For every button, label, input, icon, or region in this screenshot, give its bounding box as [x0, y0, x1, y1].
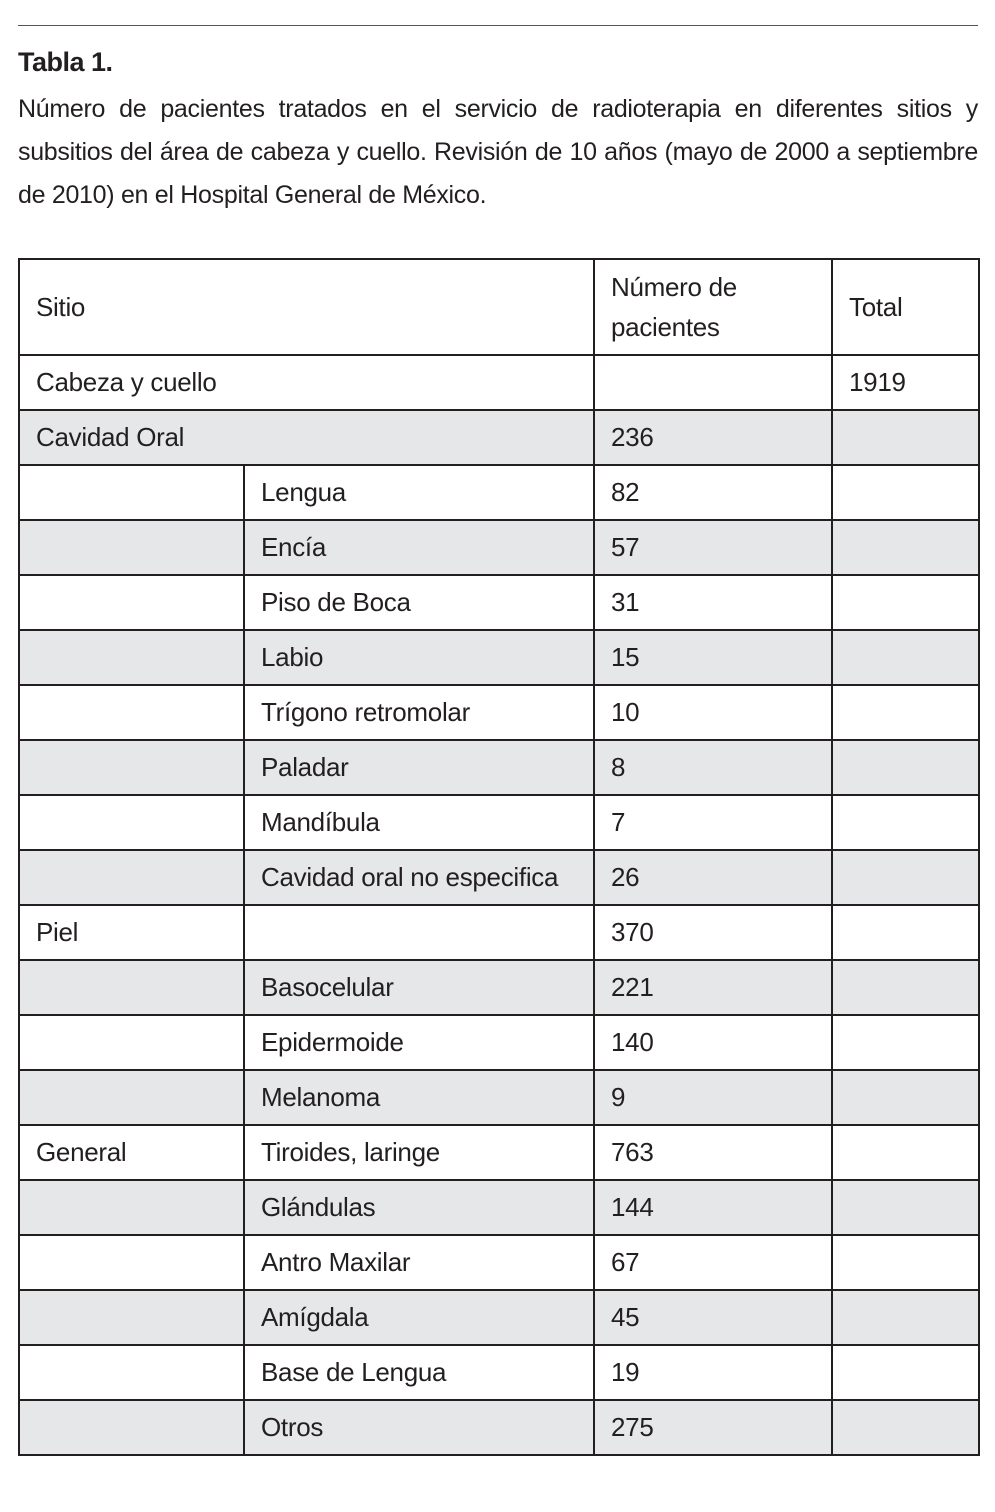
cell-total [832, 1400, 979, 1455]
cell-total: 1919 [832, 355, 979, 410]
cell-total [832, 740, 979, 795]
cell-numero-pacientes [594, 355, 832, 410]
cell-total [832, 1070, 979, 1125]
cell-subsitio: Paladar [244, 740, 594, 795]
cell-subsitio: Otros [244, 1400, 594, 1455]
cell-total [832, 575, 979, 630]
cell-sitio: Cavidad Oral [19, 410, 594, 465]
patients-table [18, 258, 980, 1456]
cell-numero-pacientes: 144 [594, 1180, 832, 1235]
cell-subsitio: Encía [244, 520, 594, 575]
cell-total [832, 1180, 979, 1235]
cell-numero-pacientes: 26 [594, 850, 832, 905]
header-numero-pacientes: Número de pacientes [594, 259, 832, 355]
cell-sitio [19, 850, 244, 905]
cell-total [832, 410, 979, 465]
cell-sitio [19, 465, 244, 520]
cell-subsitio: Tiroides, laringe [244, 1125, 594, 1180]
cell-sitio [19, 1345, 244, 1400]
cell-total [832, 905, 979, 960]
table-row [19, 1345, 979, 1400]
cell-numero-pacientes: 140 [594, 1015, 832, 1070]
cell-subsitio [244, 905, 594, 960]
cell-sitio [19, 795, 244, 850]
table-row [19, 1235, 979, 1290]
cell-subsitio: Piso de Boca [244, 575, 594, 630]
cell-sitio [19, 1070, 244, 1125]
cell-numero-pacientes: 7 [594, 795, 832, 850]
table-header-row [19, 259, 979, 355]
cell-numero-pacientes: 31 [594, 575, 832, 630]
cell-numero-pacientes: 370 [594, 905, 832, 960]
table-row [19, 740, 979, 795]
cell-numero-pacientes: 763 [594, 1125, 832, 1180]
cell-numero-pacientes: 10 [594, 685, 832, 740]
table-row [19, 575, 979, 630]
cell-subsitio: Labio [244, 630, 594, 685]
table-body [19, 355, 979, 1455]
table-row [19, 1180, 979, 1235]
cell-total [832, 1015, 979, 1070]
cell-numero-pacientes: 45 [594, 1290, 832, 1345]
table-caption-text: Número de pacientes tratados en el servicio de radioterapia en diferentes sitios y subsitios del área de cabeza y cuello. Revisión de 10 años (mayo de 2000 a septiembre de 2010) en el Hospital General de México. [18, 95, 978, 209]
cell-sitio [19, 1015, 244, 1070]
cell-subsitio: Amígdala [244, 1290, 594, 1345]
cell-subsitio: Lengua [244, 465, 594, 520]
cell-numero-pacientes: 236 [594, 410, 832, 465]
cell-total [832, 960, 979, 1015]
table-row [19, 960, 979, 1015]
cell-total [832, 630, 979, 685]
cell-subsitio: Mandíbula [244, 795, 594, 850]
table-row [19, 1400, 979, 1455]
cell-sitio [19, 1400, 244, 1455]
cell-numero-pacientes: 57 [594, 520, 832, 575]
table-row [19, 465, 979, 520]
cell-numero-pacientes: 9 [594, 1070, 832, 1125]
cell-total [832, 850, 979, 905]
table-row [19, 1070, 979, 1125]
table-row [19, 685, 979, 740]
table-row [19, 1125, 979, 1180]
cell-total [832, 520, 979, 575]
cell-subsitio: Basocelular [244, 960, 594, 1015]
top-rule [18, 25, 978, 26]
cell-subsitio: Epidermoide [244, 1015, 594, 1070]
cell-subsitio: Cavidad oral no especifica [244, 850, 594, 905]
table-caption-title: Tabla 1. [18, 47, 113, 77]
table-row [19, 1290, 979, 1345]
table-row [19, 355, 979, 410]
table-row [19, 905, 979, 960]
cell-subsitio: Glándulas [244, 1180, 594, 1235]
cell-sitio [19, 685, 244, 740]
cell-total [832, 465, 979, 520]
cell-sitio [19, 520, 244, 575]
cell-total [832, 1345, 979, 1400]
table-row [19, 630, 979, 685]
cell-sitio [19, 1235, 244, 1290]
cell-numero-pacientes: 19 [594, 1345, 832, 1400]
cell-total [832, 685, 979, 740]
cell-subsitio: Base de Lengua [244, 1345, 594, 1400]
table-row [19, 795, 979, 850]
cell-sitio [19, 960, 244, 1015]
cell-total [832, 795, 979, 850]
cell-sitio: Cabeza y cuello [19, 355, 594, 410]
cell-sitio [19, 630, 244, 685]
table-row [19, 520, 979, 575]
cell-numero-pacientes: 221 [594, 960, 832, 1015]
cell-subsitio: Melanoma [244, 1070, 594, 1125]
table-row [19, 1015, 979, 1070]
cell-sitio [19, 740, 244, 795]
header-total: Total [832, 259, 979, 355]
cell-sitio: Piel [19, 905, 244, 960]
cell-sitio [19, 1290, 244, 1345]
cell-numero-pacientes: 275 [594, 1400, 832, 1455]
table-row [19, 410, 979, 465]
cell-total [832, 1290, 979, 1345]
cell-total [832, 1125, 979, 1180]
cell-sitio [19, 575, 244, 630]
cell-numero-pacientes: 82 [594, 465, 832, 520]
cell-numero-pacientes: 8 [594, 740, 832, 795]
cell-total [832, 1235, 979, 1290]
cell-sitio: General [19, 1125, 244, 1180]
cell-subsitio: Trígono retromolar [244, 685, 594, 740]
table-row [19, 850, 979, 905]
cell-subsitio: Antro Maxilar [244, 1235, 594, 1290]
cell-sitio [19, 1180, 244, 1235]
header-sitio: Sitio [19, 259, 594, 355]
cell-numero-pacientes: 15 [594, 630, 832, 685]
cell-numero-pacientes: 67 [594, 1235, 832, 1290]
